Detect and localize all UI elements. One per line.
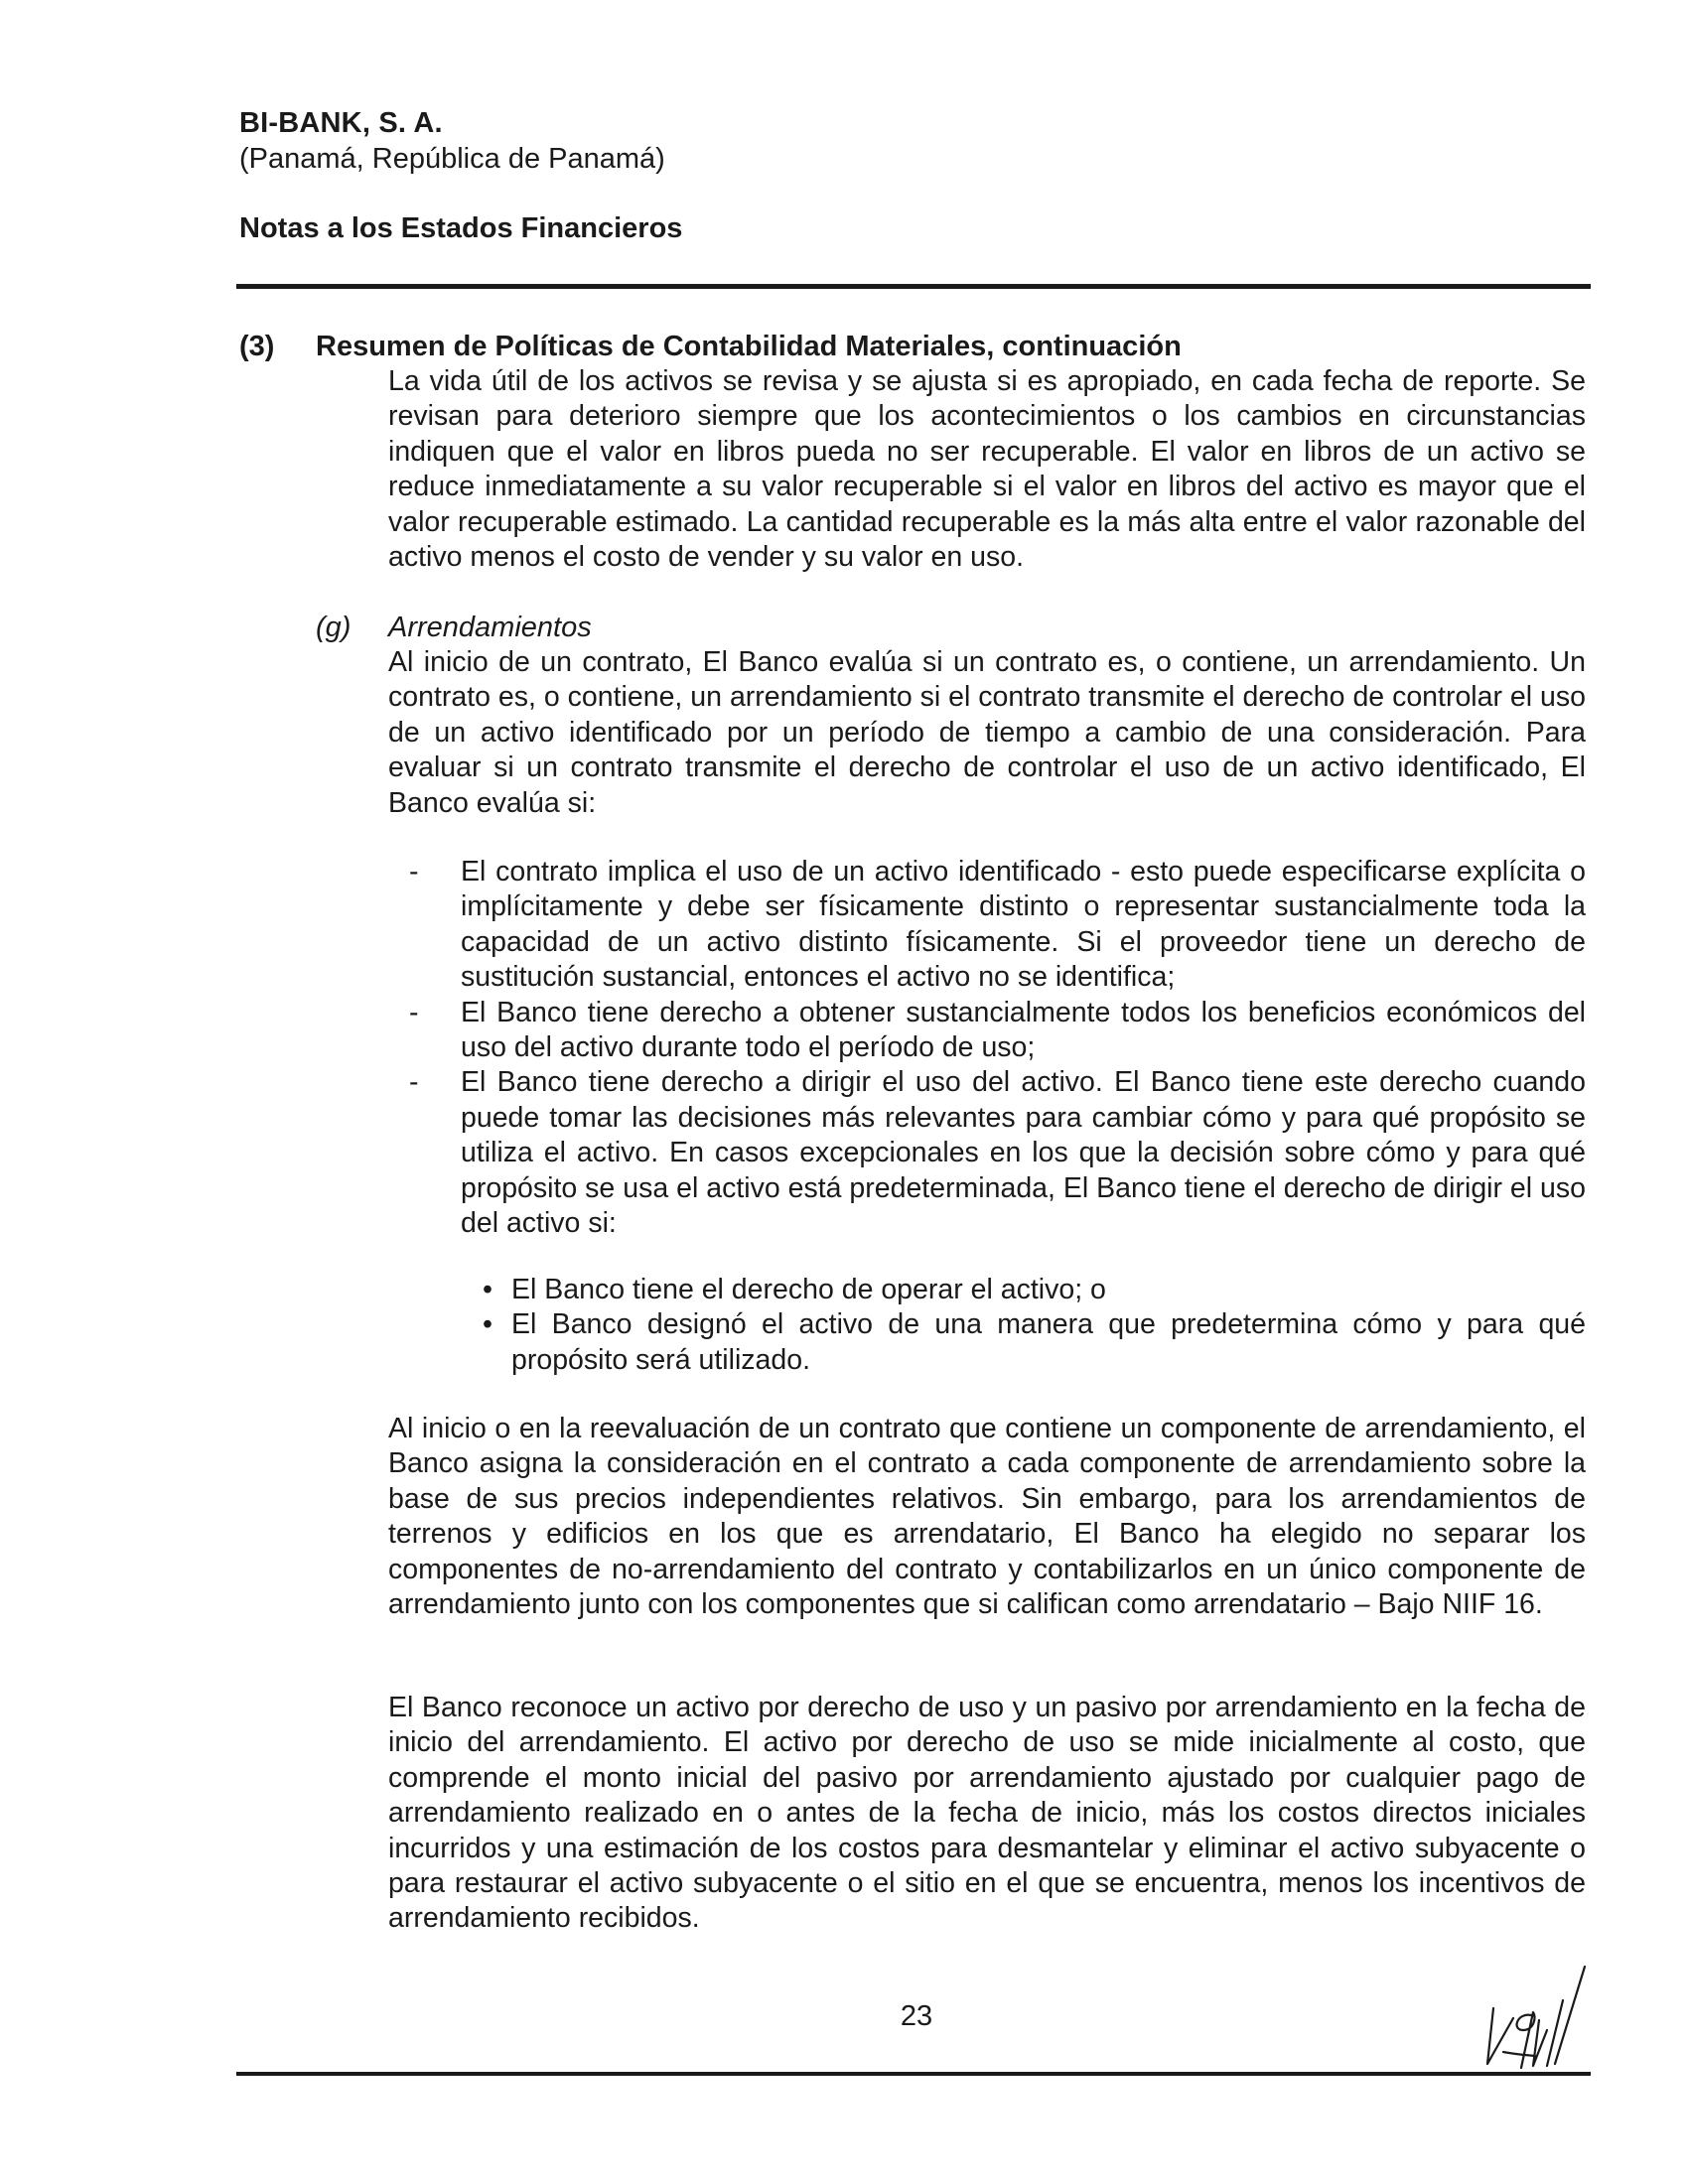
conditions-list bbox=[483, 1273, 1586, 1378]
handwritten-signature-icon bbox=[1474, 1961, 1632, 2070]
page-number: 23 bbox=[900, 2000, 933, 2032]
company-name: BI-BANK, S. A. bbox=[239, 107, 443, 139]
list-item-text: El contrato implica el uso de un activo identificado - esto puede especificarse explícita o implícitamente y debe ser físicamente distinto o representar sustancialmente toda la capacidad de un activo distinto físicamente. Si el proveedor tiene un derecho de sustitución sustancial, entonces el activo no se identifica; bbox=[461, 856, 1586, 994]
list-item bbox=[388, 996, 1586, 1066]
dash-marker: - bbox=[409, 856, 419, 887]
list-item-text: El Banco designó el activo de una manera que predetermina cómo y para qué propósito será utilizado. bbox=[511, 1308, 1586, 1376]
header-divider bbox=[236, 284, 1591, 289]
intro-paragraph: La vida útil de los activos se revisa y se ajusta si es apropiado, en cada fecha de reporte. Se revisan para deterioro siempre que los acontecimientos o los cambios en circunstancias indiquen que el valor en libros pueda no ser recuperable. El valor en libros de un activo se reduce inmediatamente a su valor recuperable si el valor en libros del activo es mayor que el valor recuperable estimado. La cantidad recuperable es la más alta entre el valor razonable del activo menos el costo de vender y su valor en uso. bbox=[388, 365, 1586, 574]
section-number: (3) bbox=[239, 331, 275, 362]
leases-paragraph-1: Al inicio de un contrato, El Banco evalúa si un contrato es, o contiene, un arrendamiento. Un contrato es, o contiene, un arrendamiento si el contrato transmite el derecho de controlar el uso de un activo identificado por un período de tiempo a cambio de una consideración. Para evaluar si un contrato transmite el derecho de controlar el uso de un activo identificado, El Banco evalúa si: bbox=[388, 646, 1586, 819]
subsection-title: Arrendamientos bbox=[388, 612, 592, 643]
list-item bbox=[483, 1273, 1586, 1307]
list-item-text: El Banco tiene el derecho de operar el activo; o bbox=[511, 1274, 1106, 1305]
bullet-icon: • bbox=[483, 1308, 492, 1341]
list-item bbox=[388, 1065, 1586, 1241]
bullet-icon: • bbox=[483, 1274, 492, 1305]
list-item-text: El Banco tiene derecho a obtener sustancialmente todos los beneficios económicos del uso del activo durante todo el período de uso; bbox=[461, 996, 1586, 1064]
footer-divider bbox=[236, 2072, 1591, 2076]
dash-marker: - bbox=[409, 996, 419, 1028]
leases-paragraph-2: Al inicio o en la reevaluación de un contrato que contiene un componente de arrendamiento, el Banco asigna la consideración en el contrato a cada componente de arrendamiento sobre la base de sus precios independientes relativos. Sin embargo, para los arrendamientos de terrenos y edificios en los que es arrendatario, El Banco ha elegido no separar los componentes de no-arrendamiento del contrato y contabilizarlos en un único componente de arrendamiento junto con los componentes que si califican como arrendatario – Bajo NIIF 16. bbox=[388, 1413, 1586, 1621]
company-location: (Panamá, República de Panamá) bbox=[239, 143, 665, 175]
list-item bbox=[388, 855, 1586, 996]
subsection-letter: (g) bbox=[316, 612, 352, 643]
criteria-list bbox=[388, 855, 1586, 1241]
list-item-text: El Banco tiene derecho a dirigir el uso del activo. El Banco tiene este derecho cuando puede tomar las decisiones más relevantes para cambiar cómo y para qué propósito se utiliza el activo. En casos excepcionales en los que la decisión sobre cómo y para qué propósito se usa el activo está predeterminada, El Banco tiene el derecho de dirigir el uso del activo si: bbox=[461, 1066, 1586, 1240]
list-item bbox=[483, 1307, 1586, 1378]
leases-paragraph-3: El Banco reconoce un activo por derecho de uso y un pasivo por arrendamiento en la fecha de inicio del arrendamiento. El activo por derecho de uso se mide inicialmente al costo, que comprende el monto inicial del pasivo por arrendamiento ajustado por cualquier pago de arrendamiento realizado en o antes de la fecha de inicio, más los costos directos iniciales incurridos y una estimación de los costos para desmantelar y eliminar el activo subyacente o para restaurar el activo subyacente o el sitio en el que se encuentra, menos los incentivos de arrendamiento recibidos. bbox=[388, 1692, 1586, 1935]
dash-marker: - bbox=[409, 1066, 419, 1099]
document-title: Notas a los Estados Financieros bbox=[239, 212, 683, 244]
section-title: Resumen de Políticas de Contabilidad Materiales, continuación bbox=[316, 331, 1182, 362]
